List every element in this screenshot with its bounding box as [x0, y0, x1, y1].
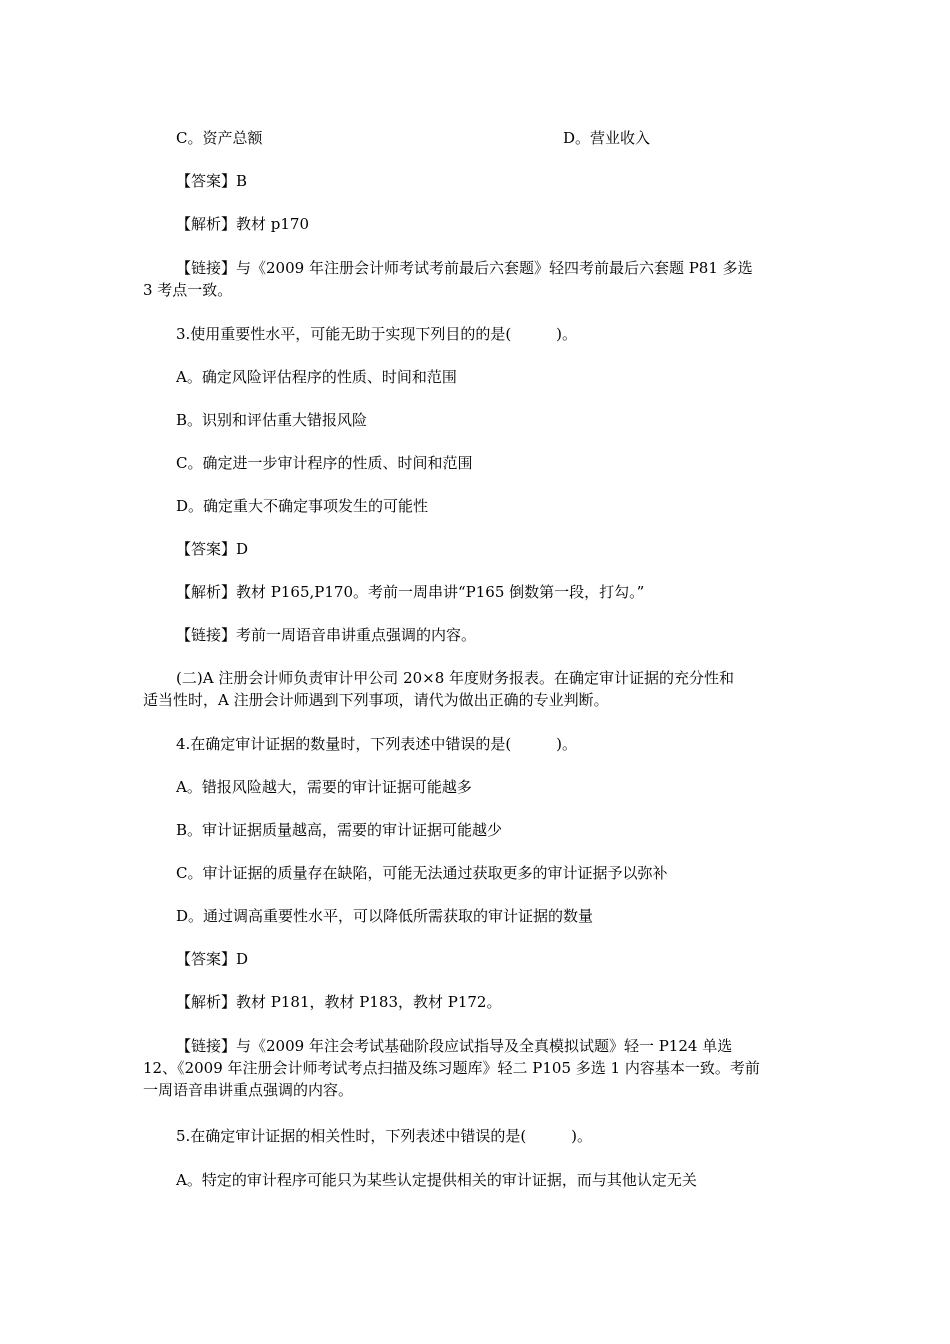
q4-link-line1: 【链接】与《2009 年注会考试基础阶段应试指导及全真模拟试题》轻一 P124 单选 — [176, 1037, 733, 1055]
q3-option-c: C。确定进一步审计程序的性质、时间和范围 — [176, 454, 473, 472]
q3-link: 【链接】考前一周语音串讲重点强调的内容。 — [176, 626, 477, 644]
q4-link-line3: 一周语音串讲重点强调的内容。 — [143, 1081, 354, 1099]
q2-link-line1: 【链接】与《2009 年注册会计师考试考前最后六套题》轻四考前最后六套题 P81 多选 — [176, 259, 753, 277]
section2-line2: 适当性时，A 注册会计师遇到下列事项，请代为做出正确的专业判断。 — [143, 691, 609, 709]
q3-option-d: D。确定重大不确定事项发生的可能性 — [176, 497, 429, 515]
q2-option-d: D。营业收入 — [563, 129, 651, 147]
q4-stem: 4.在确定审计证据的数量时，下列表述中错误的是( )。 — [176, 735, 578, 753]
q2-analysis: 【解析】教材 p170 — [176, 215, 310, 233]
q2-option-c: C。资产总额 — [176, 129, 263, 147]
q4-analysis: 【解析】教材 P181，教材 P183，教材 P172。 — [176, 993, 502, 1011]
section2-intro — [143, 667, 808, 711]
q4-answer: 【答案】D — [176, 950, 249, 968]
q4-link-line2: 12、《2009 年注册会计师考试考点扫描及练习题库》轻二 P105 多选 1 内容基本一致。考前 — [143, 1059, 760, 1077]
q3-option-a: A。确定风险评估程序的性质、时间和范围 — [176, 368, 457, 386]
q5-option-a: A。特定的审计程序可能只为某些认定提供相关的审计证据，而与其他认定无关 — [176, 1171, 697, 1189]
q4-option-a: A。错报风险越大，需要的审计证据可能越多 — [176, 778, 472, 796]
q4-link — [143, 1035, 808, 1101]
q2-link — [143, 257, 808, 301]
q4-option-b: B。审计证据质量越高，需要的审计证据可能越少 — [176, 821, 503, 839]
q3-answer: 【答案】D — [176, 540, 249, 558]
q2-answer: 【答案】B — [176, 172, 248, 190]
q4-option-d: D。通过调高重要性水平，可以降低所需获取的审计证据的数量 — [176, 907, 594, 925]
section2-line1: (二)A 注册会计师负责审计甲公司 20×8 年度财务报表。在确定审计证据的充分性和 — [176, 669, 735, 687]
q3-analysis: 【解析】教材 P165,P170。考前一周串讲“P165 倒数第一段，打勾。” — [176, 583, 645, 601]
q3-stem: 3.使用重要性水平，可能无助于实现下列目的的是( )。 — [176, 325, 578, 343]
q3-option-b: B。识别和评估重大错报风险 — [176, 411, 368, 429]
q2-link-line2: 3 考点一致。 — [143, 281, 233, 299]
q4-option-c: C。审计证据的质量存在缺陷，可能无法通过获取更多的审计证据予以弥补 — [176, 864, 668, 882]
q5-stem: 5.在确定审计证据的相关性时，下列表述中错误的是( )。 — [176, 1127, 593, 1145]
